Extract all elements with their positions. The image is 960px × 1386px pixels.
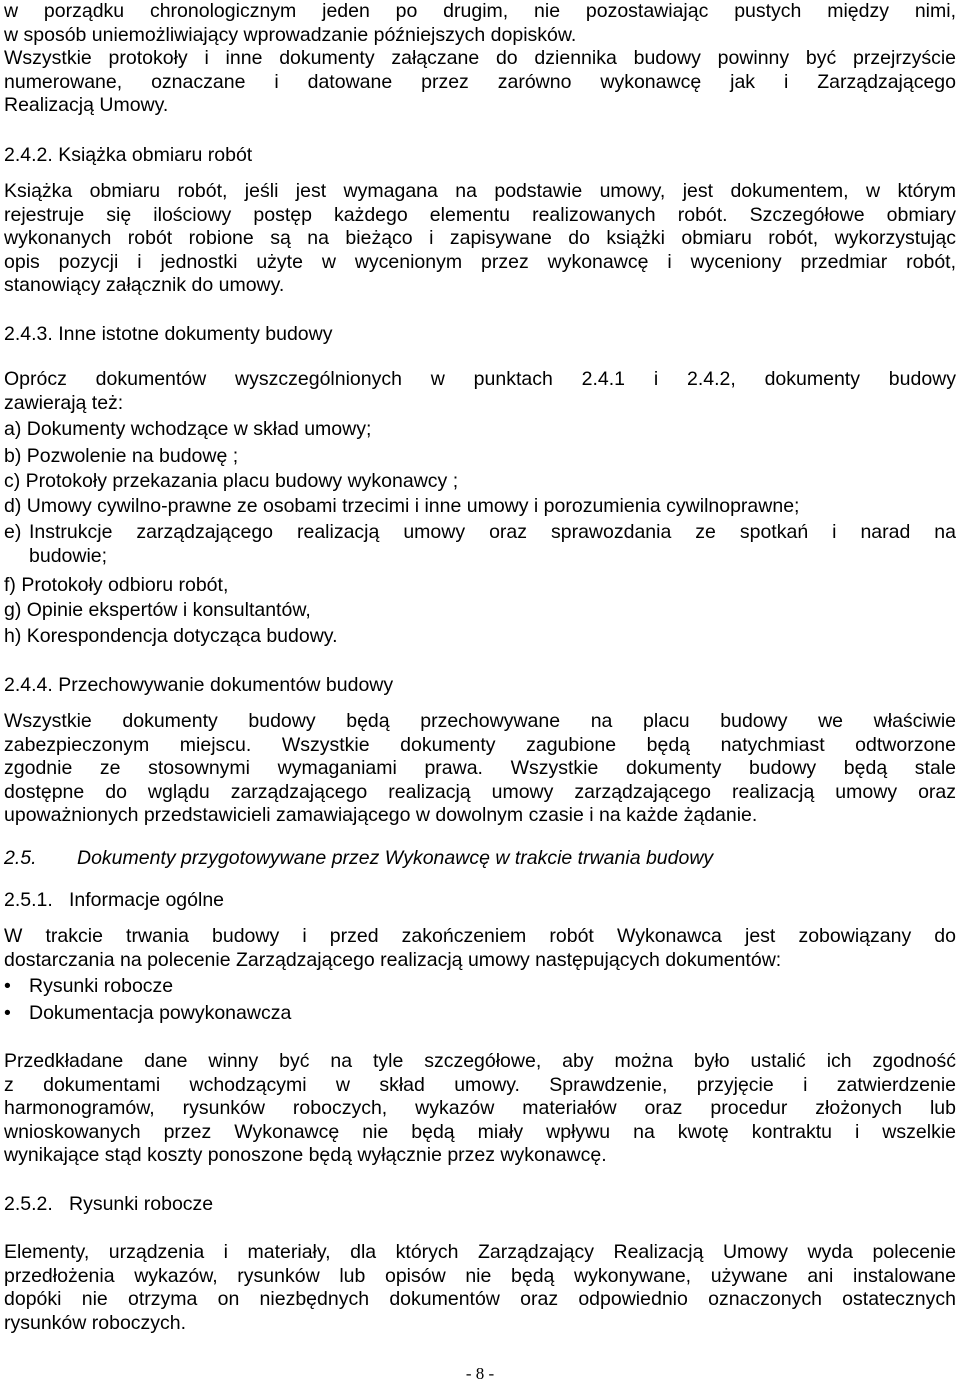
list-marker: e) bbox=[4, 521, 22, 543]
section-paragraph bbox=[4, 368, 956, 415]
text-line: harmonogramów, rysunków roboczych, wykazów materiałów oraz procedur złożonych lub bbox=[4, 1097, 956, 1119]
text-line: dopóki nie otrzyma on niezbędnych dokumentów oraz odpowiednio oznaczonych ostatecznych bbox=[4, 1288, 956, 1310]
text-line: wnioskowanych przez Wykonawcę nie będą miały wpływu na kwotę kontraktu i wszelkie bbox=[4, 1120, 956, 1143]
list-item: b) Pozwolenie na budowę ; bbox=[4, 445, 239, 467]
chapter-title: Dokumenty przygotowywane przez Wykonawcę w trakcie trwania budowy bbox=[77, 847, 714, 869]
text-line: z dokumentami wchodzącymi w skład umowy. Sprawdzenie, przyjęcie i zatwierdzenie bbox=[4, 1073, 956, 1096]
section-paragraph bbox=[4, 180, 956, 298]
section-paragraph bbox=[4, 1050, 956, 1168]
list-item: f) Protokoły odbioru robót, bbox=[4, 574, 229, 596]
bullet-icon: • bbox=[4, 975, 11, 997]
text-line: wykonanych robót robione są na bieżąco i zapisywane do książki obmiaru robót, wykorzystując bbox=[4, 227, 956, 249]
text-line: upoważnionych przedstawicieli zamawiającego w dowolnym czasie i na każde żądanie. bbox=[4, 804, 758, 826]
intro-paragraph bbox=[4, 0, 956, 118]
section-heading bbox=[4, 144, 956, 168]
text-line: Elementy, urządzenia i materiały, dla których Zarządzający Realizacją Umowy wyda polecenie bbox=[4, 1241, 956, 1263]
chapter-heading bbox=[4, 847, 956, 871]
text-line: Książka obmiaru robót, jeśli jest wymagana na podstawie umowy, jest dokumentem, w którym bbox=[4, 180, 956, 202]
text-line: numerowane, oznaczane i datowane przez zarówno wykonawcę jak i Zarządzającego bbox=[4, 70, 956, 93]
text-line: Instrukcje zarządzającego realizacją umowy oraz sprawozdania ze spotkań i narad na bbox=[29, 521, 956, 543]
page-number: - 8 - bbox=[465, 1364, 495, 1383]
bullet-text: Dokumentacja powykonawcza bbox=[29, 1002, 292, 1024]
text-line: dostępne do wglądu zarządzającego realizacją umowy zarządzającego realizacją umowy oraz bbox=[4, 780, 956, 803]
list-item bbox=[4, 521, 956, 568]
text-line: w sposób uniemożliwiający wprowadzanie późniejszych dopisków. bbox=[4, 23, 577, 46]
section-paragraph bbox=[4, 1241, 956, 1335]
list-item: a) Dokumenty wchodzące w skład umowy; bbox=[4, 418, 372, 440]
text-line: zabezpieczonym miejscu. Wszystkie dokumenty zagubione będą natychmiast odtworzone bbox=[4, 733, 956, 756]
section-heading bbox=[4, 1193, 956, 1217]
text-line: rysunków roboczych. bbox=[4, 1311, 187, 1334]
text-line: wynikające stąd koszty ponoszone będą wyłącznie przez wykonawcę. bbox=[4, 1144, 607, 1166]
section-heading bbox=[4, 889, 956, 913]
text-line: Wszystkie protokoły i inne dokumenty załączane do dziennika budowy powinny być przejrzyście bbox=[4, 47, 956, 69]
text-line: rejestruje się ilościowy postęp każdego elementu realizowanych robót. Szczegółowe obmiary bbox=[4, 203, 956, 226]
text-line: stanowiący załącznik do umowy. bbox=[4, 274, 285, 296]
bullet-item bbox=[4, 975, 173, 999]
list-item: c) Protokoły przekazania placu budowy wykonawcy ; bbox=[4, 470, 459, 492]
text-line: zawierają też: bbox=[4, 391, 124, 414]
bullet-icon: • bbox=[4, 1002, 11, 1024]
section-heading bbox=[4, 323, 956, 347]
section-number: 2.5.2. bbox=[4, 1193, 53, 1215]
section-heading-text: 2.4.2. Książka obmiaru robót bbox=[4, 144, 253, 166]
section-title: Informacje ogólne bbox=[69, 889, 225, 911]
section-heading-text: 2.4.3. Inne istotne dokumenty budowy bbox=[4, 323, 333, 345]
bullet-item bbox=[4, 1002, 291, 1026]
chapter-number: 2.5. bbox=[4, 847, 37, 869]
section-paragraph bbox=[4, 925, 956, 972]
text-line: w porządku chronologicznym jeden po drugim, nie pozostawiając pustych między nimi, bbox=[4, 0, 956, 22]
section-heading-text: 2.4.4. Przechowywanie dokumentów budowy bbox=[4, 674, 394, 696]
text-line: dostarczania na polecenie Zarządzającego realizacją umowy następujących dokumentów: bbox=[4, 948, 782, 971]
text-line: Wszystkie dokumenty budowy będą przechowywane na placu budowy we właściwie bbox=[4, 710, 956, 732]
section-title: Rysunki robocze bbox=[69, 1193, 214, 1215]
text-line: Realizacją Umowy. bbox=[4, 94, 169, 116]
text-line: W trakcie trwania budowy i przed zakończeniem robót Wykonawca jest zobowiązany do bbox=[4, 925, 956, 947]
section-number: 2.5.1. bbox=[4, 889, 53, 911]
text-line: Przedkładane dane winny być na tyle szczegółowe, aby można było ustalić ich zgodność bbox=[4, 1050, 956, 1072]
text-line: Oprócz dokumentów wyszczególnionych w punktach 2.4.1 i 2.4.2, dokumenty budowy bbox=[4, 368, 956, 390]
list-item: d) Umowy cywilno-prawne ze osobami trzecimi i inne umowy i porozumienia cywilnoprawne; bbox=[4, 495, 800, 517]
section-paragraph bbox=[4, 710, 956, 828]
text-line: przedłożenia wykazów, rysunków lub opisów nie będą wykonywane, używane ani instalowane bbox=[4, 1264, 956, 1287]
text-line: opis pozycji i jednostki użyte w wycenionym przez wykonawcę i wyceniony przedmiar robót, bbox=[4, 250, 956, 273]
section-heading bbox=[4, 674, 956, 698]
text-line: zgodnie ze stosownymi wymaganiami prawa. Wszystkie dokumenty budowy będą stale bbox=[4, 757, 956, 779]
list-item: g) Opinie ekspertów i konsultantów, bbox=[4, 599, 311, 621]
list-item: h) Korespondencja dotycząca budowy. bbox=[4, 625, 338, 647]
bullet-text: Rysunki robocze bbox=[29, 975, 174, 997]
text-line: budowie; bbox=[29, 544, 108, 567]
